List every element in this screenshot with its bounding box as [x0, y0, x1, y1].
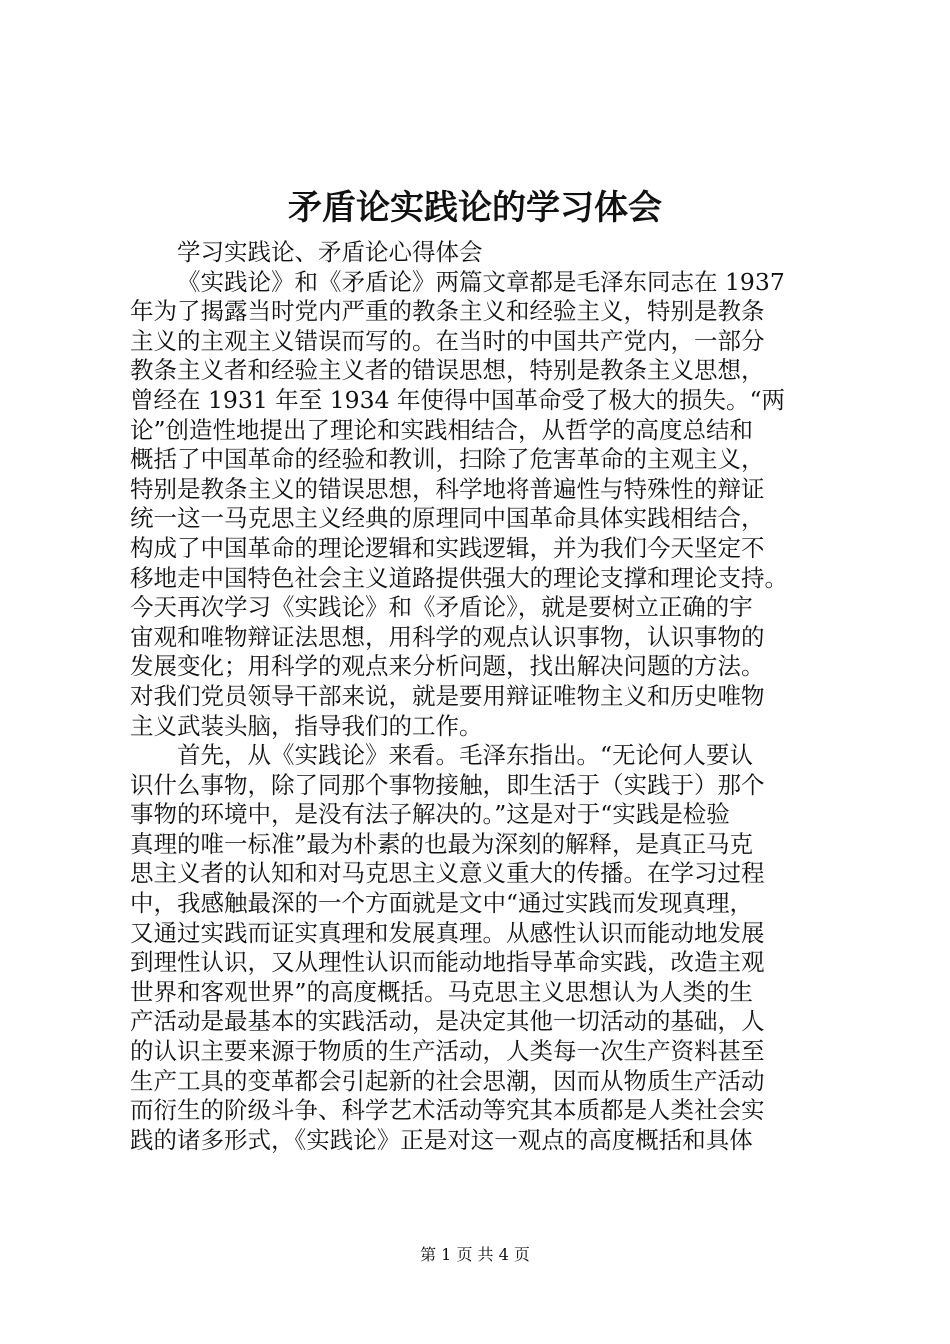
paragraph-line: 今天再次学习《实践论》和《矛盾论》，就是要树立正确的宇: [130, 593, 753, 622]
paragraph-line: 曾经在 1931 年至 1934 年使得中国革命受了极大的损失。“两: [130, 385, 786, 414]
paragraph-line: 移地走中国特色社会主义道路提供强大的理论支撑和理论支持。: [130, 563, 788, 592]
subtitle-line: 学习实践论、矛盾论心得体会: [177, 238, 483, 266]
paragraph-line: 而衍生的阶级斗争、科学艺术活动等究其本质都是人类社会实: [130, 1096, 765, 1125]
paragraph-line: 构成了中国革命的理论逻辑和实践逻辑，并为我们今天坚定不: [130, 533, 765, 562]
paragraph-line: 发展变化；用科学的观点来分析问题，找出解决问题的方法。: [130, 652, 765, 681]
paragraph-line: 生产工具的变革都会引起新的社会思潮，因而从物质生产活动: [130, 1066, 765, 1095]
paragraph-line: 产活动是最基本的实践活动，是决定其他一切活动的基础，人: [130, 1007, 765, 1036]
paragraph-line: 中，我感触最深的一个方面就是文中“通过实践而发现真理，: [130, 889, 754, 918]
paragraph-line: 概括了中国革命的经验和教训，扫除了危害革命的主观主义，: [130, 445, 765, 474]
paragraph-line: 《实践论》和《矛盾论》两篇文章都是毛泽东同志在 1937: [177, 267, 785, 296]
paragraph-line: 又通过实践而证实真理和发展真理。从感性认识而能动地发展: [130, 918, 765, 947]
paragraph-line: 论”创造性地提出了理论和实践相结合，从哲学的高度总结和: [130, 415, 754, 444]
paragraph-line: 主义武装头脑，指导我们的工作。: [130, 711, 483, 740]
paragraph-line: 对我们党员领导干部来说，就是要用辩证唯物主义和历史唯物: [130, 681, 765, 710]
paragraph-line: 践的诸多形式，《实践论》正是对这一观点的高度概括和具体: [130, 1125, 753, 1154]
document-body: [130, 238, 830, 1155]
document-title: 矛盾论实践论的学习体会: [288, 188, 662, 228]
paragraph-line: 事物的环境中，是没有法子解决的。”这是对于“实践是检验: [130, 800, 730, 829]
paragraph-line: 教条主义者和经验主义者的错误思想，特别是教条主义思想，: [130, 356, 765, 385]
paragraph-line: 世界和客观世界”的高度概括。马克思主义思想认为人类的生: [130, 977, 754, 1006]
page-number-footer: 第 1 页 共 4 页: [420, 1245, 530, 1264]
paragraph-line: 宙观和唯物辩证法思想，用科学的观点认识事物，认识事物的: [130, 622, 765, 651]
paragraph-line: 主义的主观主义错误而写的。在当时的中国共产党内，一部分: [130, 326, 765, 355]
paragraph-line: 年为了揭露当时党内严重的教条主义和经验主义，特别是教条: [130, 297, 765, 326]
paragraph-line: 到理性认识，又从理性认识而能动地指导革命实践，改造主观: [130, 948, 765, 977]
paragraph-line: 识什么事物，除了同那个事物接触，即生活于（实践于）那个: [130, 770, 765, 799]
paragraph-line: 真理的唯一标准”最为朴素的也最为深刻的解释，是真正马克: [130, 829, 754, 858]
paragraph-line: 特别是教条主义的错误思想，科学地将普遍性与特殊性的辩证: [130, 474, 765, 503]
paragraph-line: 统一这一马克思主义经典的原理同中国革命具体实践相结合，: [130, 504, 765, 533]
paragraph-line: 的认识主要来源于物质的生产活动，人类每一次生产资料甚至: [130, 1037, 765, 1066]
paragraph-line: 思主义者的认知和对马克思主义意义重大的传播。在学习过程: [130, 859, 765, 888]
paragraph-line: 首先，从《实践论》来看。毛泽东指出。“无论何人要认: [177, 741, 754, 770]
